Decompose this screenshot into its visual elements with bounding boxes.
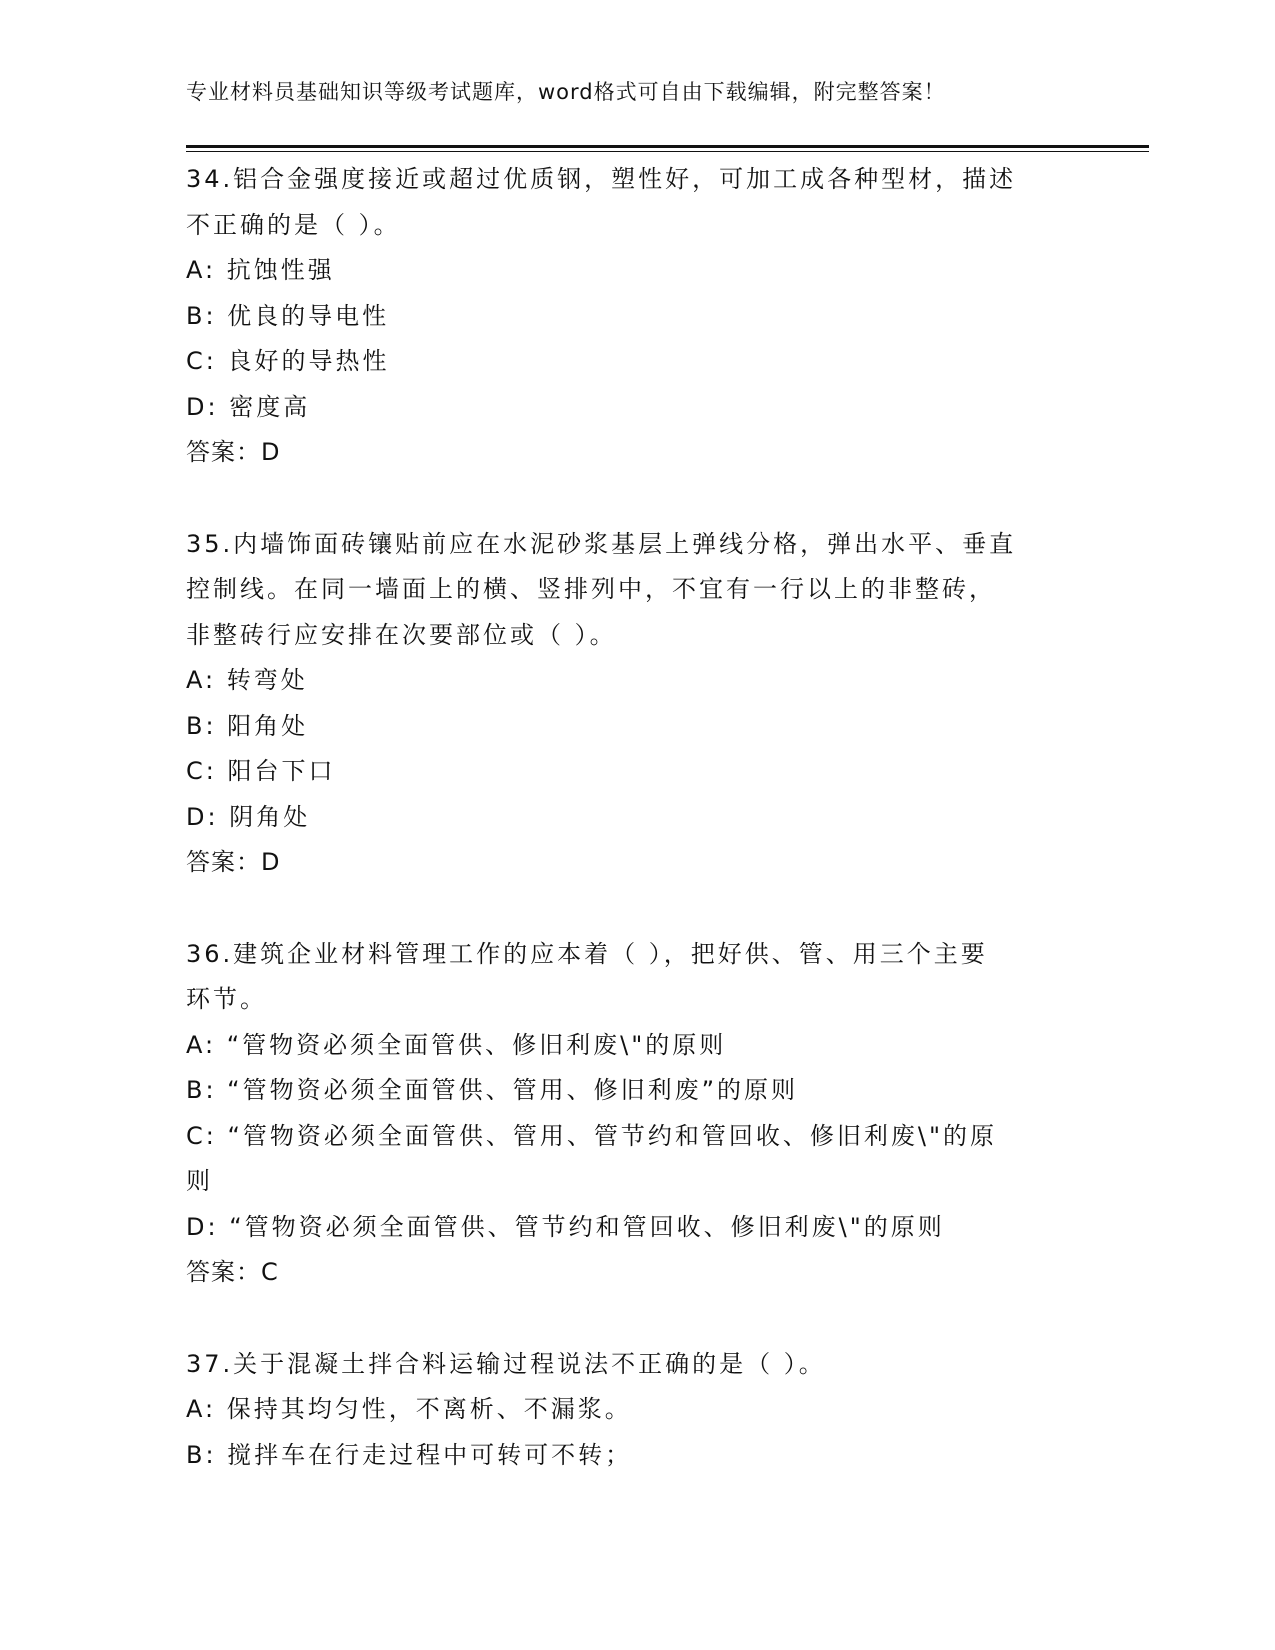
question-stem: 非整砖行应安排在次要部位或（ ）。 (186, 620, 617, 649)
option-a: A: 保持其均匀性，不离析、不漏浆。 (186, 1395, 632, 1423)
page-header: 专业材料员基础知识等级考试题库，word格式可自由下载编辑，附完整答案！ (186, 80, 946, 104)
question-35 (186, 522, 1066, 886)
option-a: A: 抗蚀性强 (186, 256, 335, 284)
option-b: B: 阳角处 (186, 711, 309, 740)
header-divider-thick (186, 145, 1149, 148)
question-stem: 不正确的是（ ）。 (186, 210, 401, 239)
answer-line: 答案：C (186, 1258, 279, 1286)
header-divider-thin (186, 151, 1149, 152)
option-c: C: “管物资必须全面管供、管用、管节约和管回收、修旧利废\"的原 (186, 1121, 998, 1150)
option-c-continued: 则 (186, 1167, 213, 1195)
option-b: B: “管物资必须全面管供、管用、修旧利废”的原则 (186, 1076, 799, 1104)
question-34 (186, 157, 1066, 476)
option-b: B: 优良的导电性 (186, 301, 390, 330)
option-c: C: 阳台下口 (186, 757, 336, 785)
option-d: D: 阴角处 (186, 802, 311, 831)
question-stem: 35.内墙饰面砖镶贴前应在水泥砂浆基层上弹线分格，弹出水平、垂直 (186, 529, 1017, 558)
question-37 (186, 1342, 1066, 1479)
option-c: C: 良好的导热性 (186, 347, 390, 375)
option-b: B: 搅拌车在行走过程中可转可不转； (186, 1440, 633, 1469)
question-36 (186, 932, 1066, 1296)
question-list (186, 157, 1066, 1524)
question-stem: 34.铝合金强度接近或超过优质钢，塑性好，可加工成各种型材，描述 (186, 165, 1017, 193)
question-stem: 控制线。在同一墙面上的横、竖排列中，不宜有一行以上的非整砖， (186, 575, 996, 603)
answer-line: 答案：D (186, 438, 281, 466)
question-stem: 37.关于混凝土拌合料运输过程说法不正确的是（ ）。 (186, 1349, 826, 1378)
answer-line: 答案：D (186, 848, 281, 876)
option-a: A: 转弯处 (186, 666, 308, 694)
question-stem: 环节。 (186, 985, 267, 1013)
option-d: D: “管物资必须全面管供、管节约和管回收、修旧利废\"的原则 (186, 1212, 945, 1241)
option-d: D: 密度高 (186, 392, 311, 421)
question-stem: 36.建筑企业材料管理工作的应本着（ ），把好供、管、用三个主要 (186, 939, 988, 968)
option-a: A: “管物资必须全面管供、修旧利废\"的原则 (186, 1030, 727, 1059)
